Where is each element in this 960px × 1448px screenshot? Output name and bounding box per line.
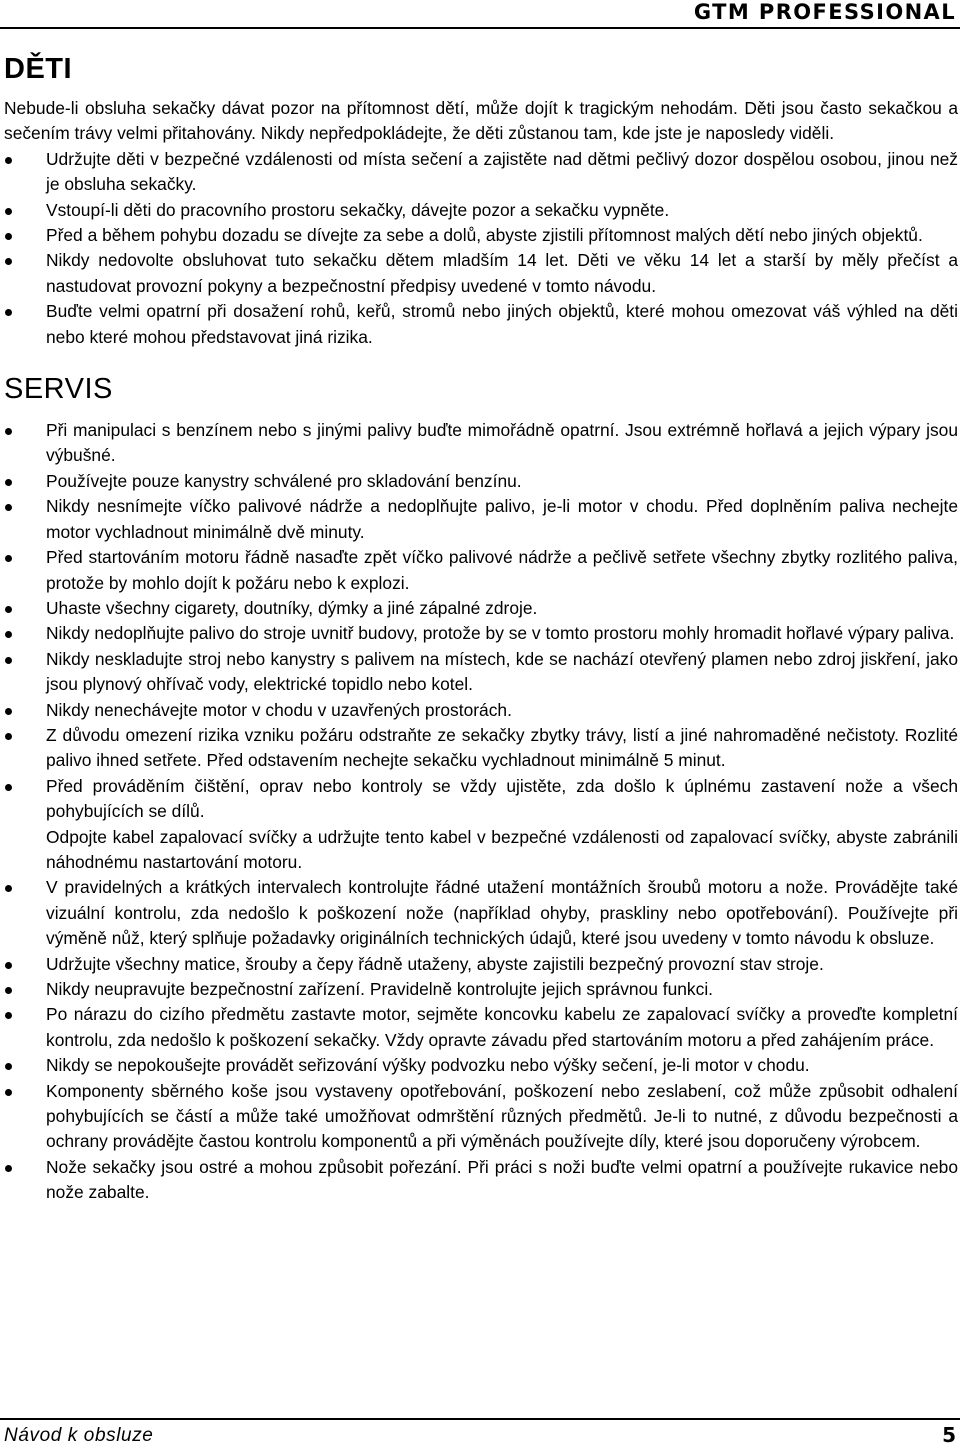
bullet-icon bbox=[5, 258, 12, 265]
list-item-text: Vstoupí-li děti do pracovního prostoru sekačky, dávejte pozor a sekačku vypněte. bbox=[46, 199, 670, 220]
list-item bbox=[4, 1053, 958, 1078]
bullet-icon bbox=[5, 555, 12, 562]
page-content bbox=[4, 52, 958, 1206]
section-intro-deti: Nebude-li obsluha sekačky dávat pozor na přítomnost dětí, může dojít k tragickým nehodám. Děti jsou často sekačkou a sečením trávy velmi přitahovány. Nikdy nepředpokládejte, že děti zůstanou tam, kde jste je naposledy viděli. bbox=[4, 98, 958, 144]
list-item bbox=[4, 596, 958, 621]
list-item bbox=[4, 723, 958, 774]
list-item bbox=[4, 494, 958, 545]
bullet-icon bbox=[5, 1063, 12, 1070]
list-item bbox=[4, 545, 958, 596]
bullet-icon bbox=[5, 657, 12, 664]
list-item bbox=[4, 299, 958, 350]
list-item bbox=[4, 952, 958, 977]
list-item-text: Udržujte všechny matice, šrouby a čepy řádně utaženy, abyste zajistili bezpečný provozní stav stroje. bbox=[46, 953, 824, 974]
list-item bbox=[4, 418, 958, 469]
bullet-icon bbox=[5, 987, 12, 994]
list-servis bbox=[4, 418, 958, 1206]
list-item bbox=[4, 621, 958, 646]
list-item-text: Nikdy neupravujte bezpečnostní zařízení. Pravidelně kontrolujte jejich správnou funkci. bbox=[46, 979, 714, 999]
list-item-text: Nikdy nenechávejte motor v chodu v uzavřených prostorách. bbox=[46, 699, 512, 720]
bullet-icon bbox=[5, 1165, 12, 1172]
list-item bbox=[4, 248, 958, 299]
list-item-text: Nikdy se nepokoušejte provádět seřizování výšky podvozku nebo výšky sečení, je-li motor v chodu. bbox=[46, 1055, 810, 1076]
header-rule bbox=[0, 27, 960, 29]
bullet-icon bbox=[5, 479, 12, 486]
bullet-icon bbox=[5, 784, 12, 791]
list-item bbox=[4, 825, 958, 876]
bullet-icon bbox=[5, 157, 12, 164]
bullet-icon bbox=[5, 1089, 12, 1096]
section-title-servis: SERVIS bbox=[4, 373, 113, 406]
bullet-icon bbox=[5, 309, 12, 316]
list-item-text: Buďte velmi opatrní při dosažení rohů, keřů, stromů nebo jiných objektů, které mohou omezovat váš výhled na děti nebo které mohou představovat jiná rizika. bbox=[46, 301, 958, 347]
list-item-text: Před a během pohybu dozadu se dívejte za sebe a dolů, abyste zjistili přítomnost malých dětí nebo jiných objektů. bbox=[46, 225, 923, 246]
footer-rule bbox=[0, 1418, 960, 1420]
list-item-text: Uhaste všechny cigarety, doutníky, dýmky a jiné zápalné zdroje. bbox=[46, 597, 538, 618]
list-item-text: Po nárazu do cizího předmětu zastavte motor, sejměte koncovku kabelu ze zapalovací svíčky a proveďte kompletní kontrolu, zda nedošlo k poškození sekačky. Vždy opravte závadu před startováním motoru a před zahájením práce. bbox=[46, 1004, 958, 1050]
list-item bbox=[4, 875, 958, 951]
section-title-deti: DĚTI bbox=[4, 53, 73, 85]
list-item bbox=[4, 198, 958, 223]
list-item-text: Komponenty sběrného koše jsou vystaveny opotřebování, poškození nebo zeslabení, což může způsobit odhalení pohybujících se částí a může také umožňovat odmrštění různých předmětů. Je-li to nutné, z důvodu bezpečnosti a ochrany provádějte častou kontrolu komponentů a při výměnách používejte díly, které jsou doporučeny výrobcem. bbox=[46, 1080, 958, 1152]
list-item-text: Používejte pouze kanystry schválené pro skladování benzínu. bbox=[46, 470, 522, 491]
bullet-icon bbox=[5, 428, 12, 435]
bullet-icon bbox=[5, 233, 12, 240]
list-item bbox=[4, 147, 958, 198]
list-item-text: Nikdy nedoplňujte palivo do stroje uvnitř budovy, protože by se v tomto prostoru mohly hromadit hořlavé výpary paliva. bbox=[46, 623, 955, 644]
list-item-text: Nikdy neskladujte stroj nebo kanystry s palivem na místech, kde se nachází otevřený plamen nebo zdroj jiskření, jako jsou plynový ohřívač vody, elektrické topidlo nebo kotel. bbox=[46, 648, 958, 695]
list-item-text: Nikdy nedovolte obsluhovat tuto sekačku dětem mladším 14 let. Děti ve věku 14 let a starší by měly přečíst a nastudovat provozní pokyny a bezpečnostní předpisy uvedené v tomto návodu. bbox=[46, 250, 958, 296]
bullet-icon bbox=[5, 733, 12, 740]
footer-doc-name: Návod k obsluze bbox=[4, 1425, 154, 1446]
bullet-icon bbox=[5, 885, 12, 892]
list-item bbox=[4, 698, 958, 723]
list-item bbox=[4, 1155, 958, 1206]
bullet-icon bbox=[5, 708, 12, 715]
list-item-text: Nože sekačky jsou ostré a mohou způsobit pořezání. Při práci s noži buďte velmi opatrní a používejte rukavice nebo nože zabalte. bbox=[46, 1156, 958, 1203]
bullet-icon bbox=[5, 504, 12, 511]
list-item-text: Při manipulaci s benzínem nebo s jinými palivy buďte mimořádně opatrní. Jsou extrémně hořlavá a jejich výpary jsou výbušné. bbox=[46, 420, 958, 466]
bullet-icon bbox=[5, 208, 12, 215]
list-item bbox=[4, 223, 958, 248]
list-deti bbox=[4, 147, 958, 350]
list-item-text: V pravidelných a krátkých intervalech kontrolujte řádné utažení montážních šroubů motoru a nože. Provádějte také vizuální kontrolu, zda nedošlo k poškození nože (například ohyby, praskliny nebo opotřebování). Používejte při výměně nůž, který splňuje požadavky originálních technických údajů, které jsou uvedeny v tomto návodu k obsluze. bbox=[46, 877, 958, 949]
page-number: 5 bbox=[942, 1423, 956, 1447]
list-item bbox=[4, 1002, 958, 1053]
list-item-text: Před startováním motoru řádně nasaďte zpět víčko palivové nádrže a pečlivě setřete všechny zbytky rozlitého paliva, protože by mohlo dojít k požáru nebo k explozi. bbox=[46, 547, 958, 593]
list-item bbox=[4, 469, 958, 494]
list-item-text: Nikdy nesnímejte víčko palivové nádrže a nedoplňujte palivo, je-li motor v chodu. Před doplněním paliva nechejte motor vychladnout minimálně dvě minuty. bbox=[46, 496, 958, 542]
list-item bbox=[4, 977, 958, 1002]
bullet-icon bbox=[5, 962, 12, 969]
list-item-text: Udržujte děti v bezpečné vzdálenosti od místa sečení a zajistěte nad dětmi pečlivý dozor dospělou osobou, jinou než je obsluha sekačky. bbox=[46, 148, 958, 195]
bullet-icon bbox=[5, 1012, 12, 1019]
bullet-icon bbox=[5, 606, 12, 613]
list-item-text: Z důvodu omezení rizika vzniku požáru odstraňte ze sekačky zbytky trávy, listí a jiné nahromaděné nečistoty. Rozlité palivo ihned setřete. Před odstavením nechejte sekačku vychladnout minimálně 5 minut. bbox=[46, 724, 958, 771]
header-brand: GTM PROFESSIONAL bbox=[693, 0, 956, 24]
bullet-icon bbox=[5, 631, 12, 638]
list-item-text: Před prováděním čištění, oprav nebo kontroly se vždy ujistěte, zda došlo k úplnému zastavení nože a všech pohybujících se dílů. bbox=[46, 775, 958, 822]
list-item bbox=[4, 647, 958, 698]
list-item bbox=[4, 774, 958, 825]
list-item bbox=[4, 1079, 958, 1155]
list-item-text: Odpojte kabel zapalovací svíčky a udržujte tento kabel v bezpečné vzdálenosti od zapalovací svíčky, abyste zabránili náhodnému nastartování motoru. bbox=[46, 826, 958, 872]
